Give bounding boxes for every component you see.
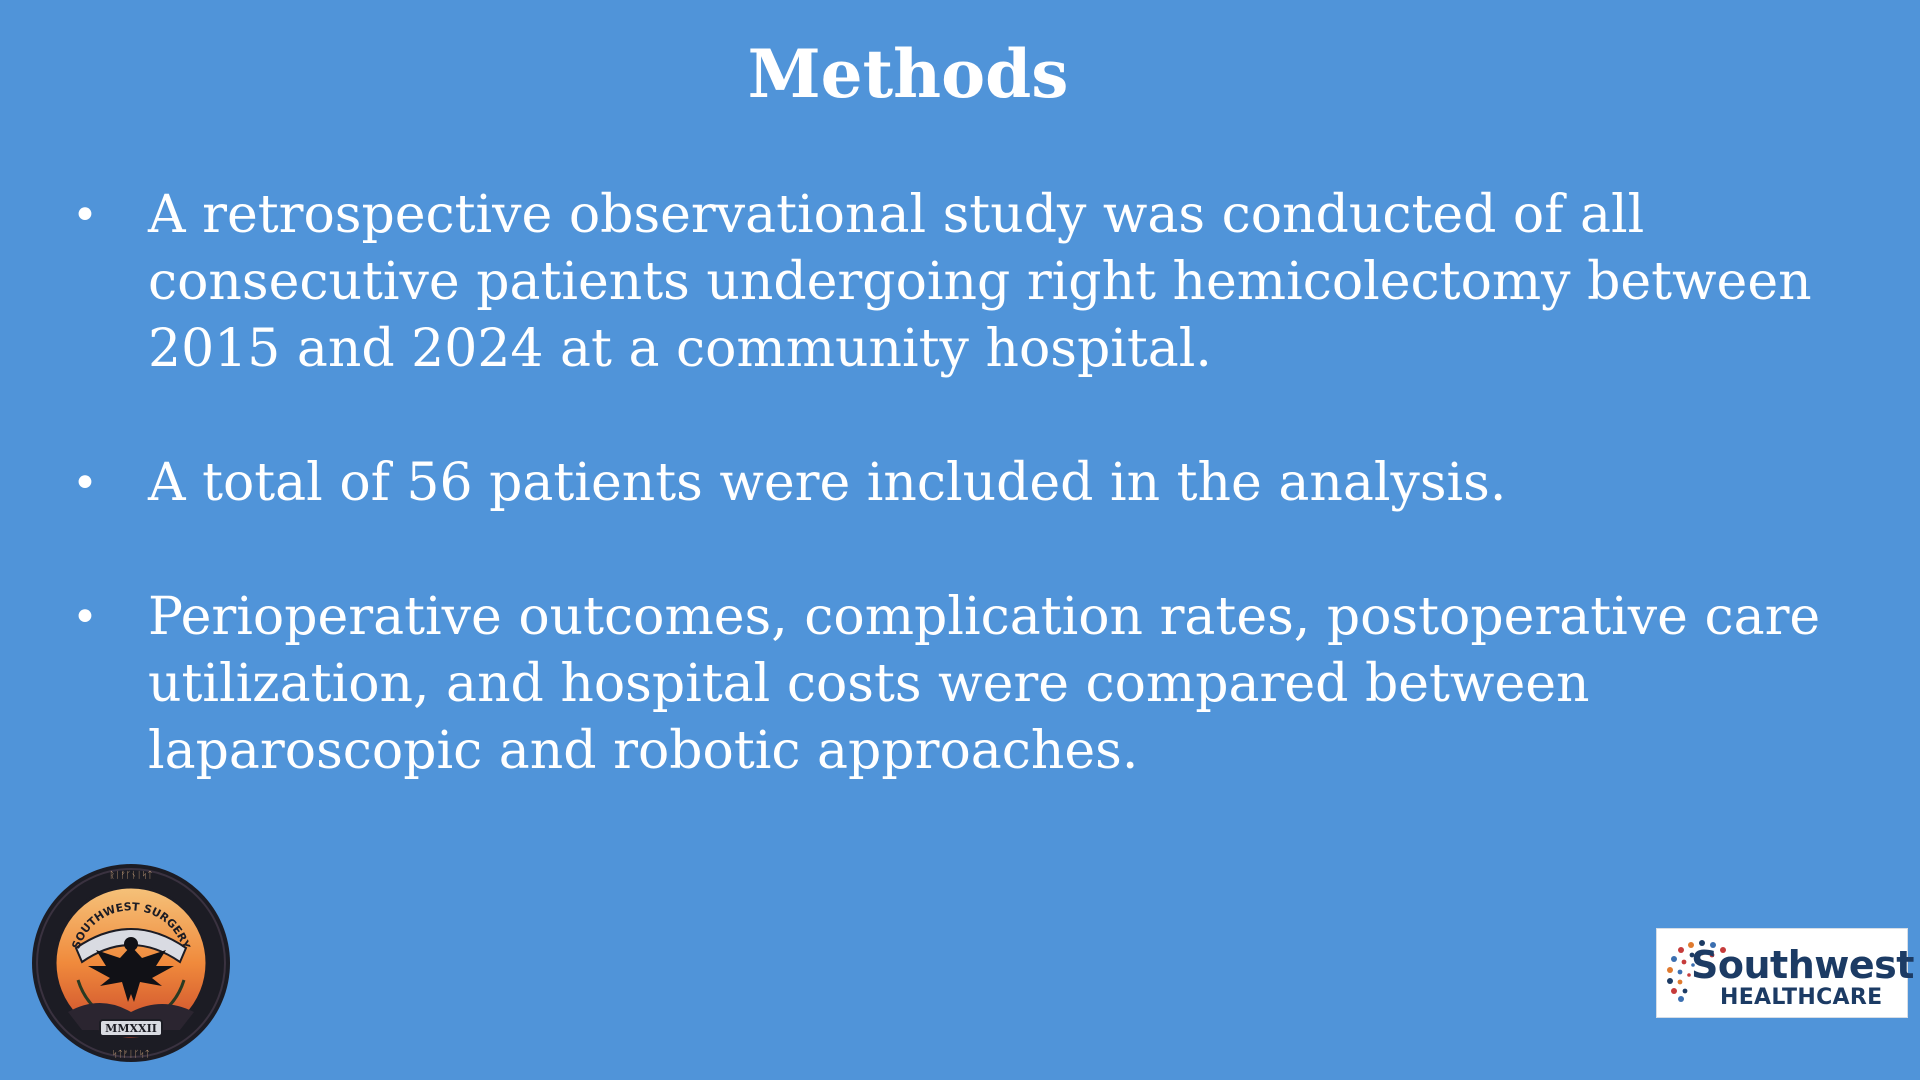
bullet-text: A retrospective observational study was conducted of all consecutive patients undergoing right hemicolectomy between 2015 and 2024 at a community hospital. [148,185,1812,379]
bullet-marker: • [72,458,98,509]
southwest-surgery-seal-icon [30,862,232,1064]
brand-subtitle: HEALTHCARE [1720,985,1883,1010]
bullet-item [0,584,1920,785]
bullet-item [0,182,1920,383]
bullet-text: Perioperative outcomes, complication rates, postoperative care utilization, and hospital costs were compared between laparoscopic and robotic approaches. [148,587,1821,781]
southwest-healthcare-logo-icon [1656,928,1914,1018]
svg-text:ᚱᛁᚠᚴᚾᛁᛋᛏ: ᚱᛁᚠᚴᚾᛁᛋᛏ [109,871,153,881]
slide-title: Methods [747,35,1069,113]
bullet-text: A total of 56 patients were included in the analysis. [148,453,1507,513]
brand-name: Southwest [1691,943,1914,987]
bullet-marker: • [72,592,98,643]
svg-text:SOUTHWEST SURGERY: SOUTHWEST SURGERY [69,900,193,951]
bullet-marker: • [72,190,98,241]
bullet-list [0,182,1920,852]
svg-text:ᛋᛏᚠᛁᚴᛋᛏ: ᛋᛏᚠᛁᚴᛋᛏ [112,1050,150,1060]
bullet-item [0,450,1920,517]
svg-text:MMXXII: MMXXII [105,1022,157,1035]
